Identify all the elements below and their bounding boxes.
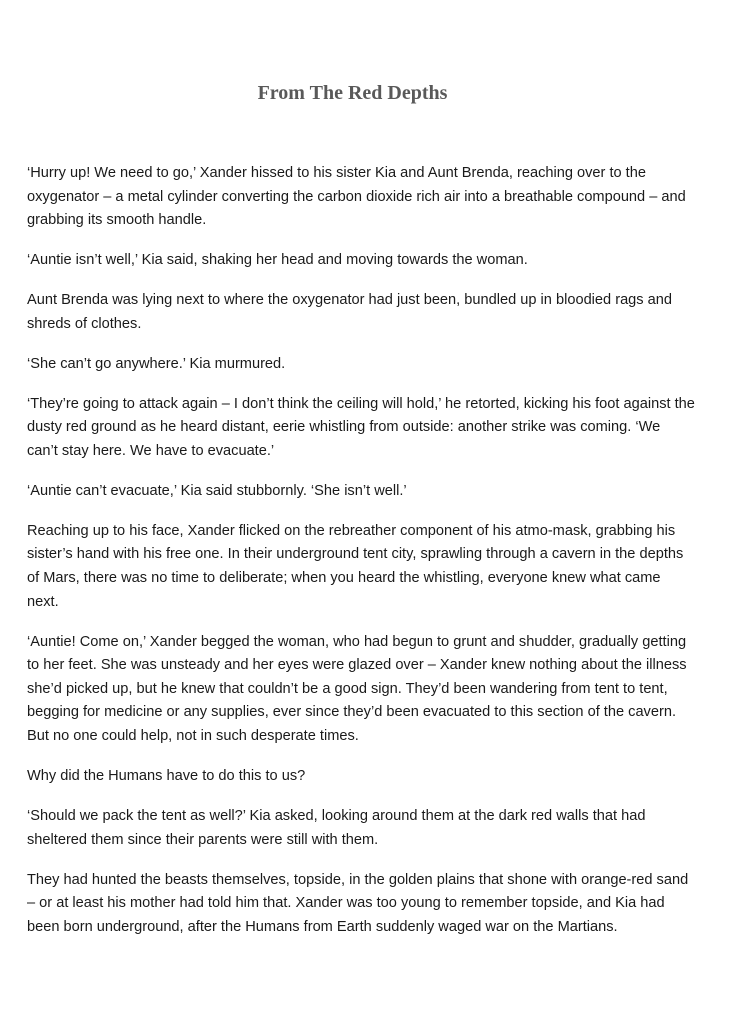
- document-title: From The Red Depths: [257, 82, 448, 104]
- paragraph: ‘Hurry up! We need to go,’ Xander hissed to his sister Kia and Aunt Brenda, reaching over to the oxygenator – a metal cylinder converting the carbon dioxide rich air into a breathable compound – and grabbing its smooth handle.: [27, 165, 686, 229]
- paragraph: ‘She can’t go anywhere.’ Kia murmured.: [27, 355, 286, 372]
- paragraph: ‘Should we pack the tent as well?’ Kia asked, looking around them at the dark red walls that had sheltered them since their parents were still with them.: [27, 807, 646, 848]
- paragraph: Why did the Humans have to do this to us?: [27, 768, 306, 784]
- paragraph: Reaching up to his face, Xander flicked on the rebreather component of his atmo-mask, grabbing his sister’s hand with his free one. In their underground tent city, sprawling through a cavern in the depths of Mars, there was no time to deliberate; when you heard the whistling, everyone knew what came next.: [27, 522, 684, 610]
- paragraph: ‘Auntie isn’t well,’ Kia said, shaking her head and moving towards the woman.: [27, 252, 528, 269]
- paragraph: ‘They’re going to attack again – I don’t think the ceiling will hold,’ he retorted, kicking his foot against the dusty red ground as he heard distant, eerie whistling from outside: another strike was coming. ‘We can’t stay here. We have to evacuate.’: [27, 395, 695, 459]
- paragraph: ‘Auntie! Come on,’ Xander begged the woman, who had begun to grunt and shudder, gradually getting to her feet. She was unsteady and her eyes were glazed over – Xander knew nothing about the illness she’d picked up, but he knew that couldn’t be a good sign. They’d been wandering from tent to tent, begging for medicine or any supplies, ever since they’d been evacuated to this section of the cavern. But no one could help, not in such desperate times.: [27, 633, 687, 745]
- paragraph: They had hunted the beasts themselves, topside, in the golden plains that shone with orange-red sand – or at least his mother had told him that. Xander was too young to remember topside, and Kia had been born underground, after the Humans from Earth suddenly waged war on the Martians.: [27, 871, 689, 935]
- paragraph: Aunt Brenda was lying next to where the oxygenator had just been, bundled up in bloodied rags and shreds of clothes.: [27, 292, 673, 332]
- paragraph: ‘Auntie can’t evacuate,’ Kia said stubbornly. ‘She isn’t well.’: [27, 482, 407, 499]
- document-body: [27, 162, 695, 956]
